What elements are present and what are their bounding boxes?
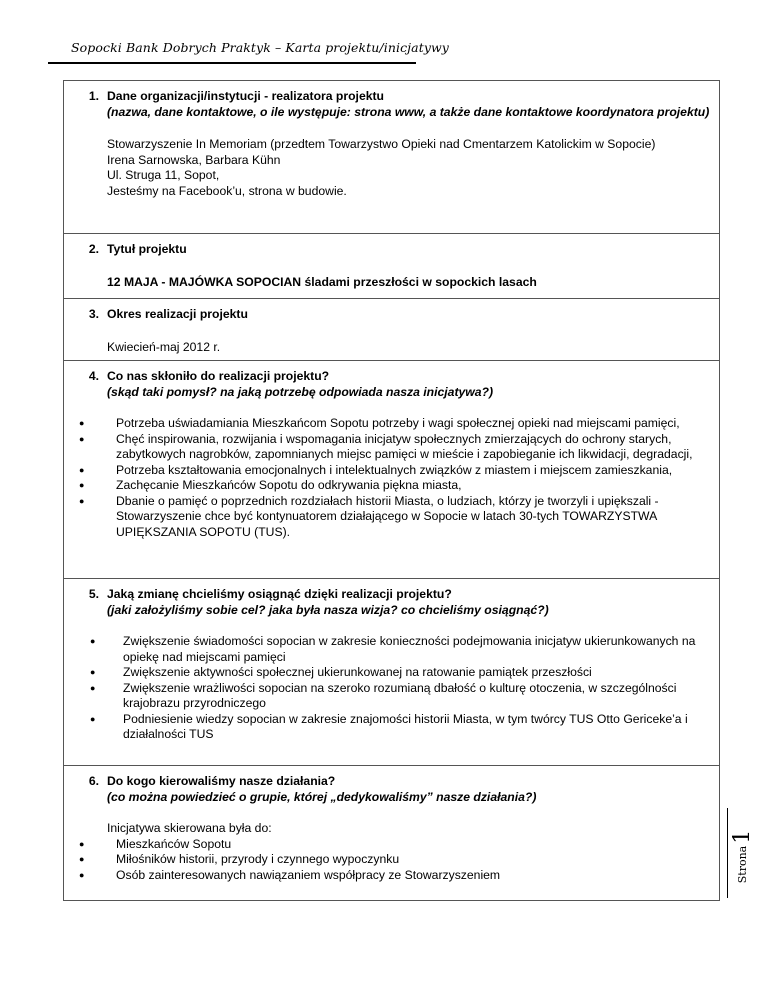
section-project-period [63,299,720,361]
section-number: 2. [88,242,99,256]
motivation-list [64,416,711,540]
audience-intro: Inicjatywa skierowana była do: [107,821,272,835]
section-subtitle: (nazwa, dane kontaktowe, o ile występuje: strona www, a także dane kontaktowe koordynatora projektu) [107,104,710,119]
project-card-table [63,80,720,901]
bullet-icon: ● [90,636,96,646]
web-presence: Jesteśmy na Facebook’u, strona w budowie. [107,183,347,198]
section-number: 4. [88,369,99,383]
list-item: ● Osób zainteresowanych nawiązaniem współpracy ze Stowarzyszeniem [79,867,501,882]
list-item: ● Zwiększenie wrażliwości sopocian na szeroko rozumianą dbałość o kulturę otoczenia, w szczególności krajobrazu przyrodniczego [90,680,677,710]
page-number [730,829,764,884]
section-audience [63,766,720,901]
list-item: ● Zachęcanie Mieszkańców Sopotu do odkrywania piękna miasta, [79,478,462,492]
organization-details [107,137,711,199]
section-number: 3. [88,307,99,321]
page-number-value: 1 [730,829,756,844]
section-subtitle: (jaki założyliśmy sobie cel? jaka była nasza wizja? co chcieliśmy osiągnąć?) [107,602,549,617]
section-subtitle: (skąd taki pomysł? na jaką potrzebę odpowiada nasza inicjatywa?) [107,384,494,399]
section-title: Co nas skłoniło do realizacji projektu? [107,369,330,383]
section-title: Do kogo kierowaliśmy nasze działania? [107,774,336,788]
bullet-icon: ● [79,480,85,490]
bullet-icon: ● [79,464,85,475]
address: Ul. Struga 11, Sopot, [107,168,220,182]
project-period-value: Kwiecień-maj 2012 r. [107,339,221,354]
list-item: ● Potrzeba uświadamiania Mieszkańcom Sopotu potrzeby i wagi społecznej opieki nad miejscami pamięci, [79,416,680,430]
bullet-icon: ● [79,838,85,849]
bullet-icon: ● [79,418,85,428]
section-project-title [63,234,720,299]
section-motivation [63,361,720,579]
bullet-icon: ● [90,682,96,693]
section-organization [63,81,720,234]
section-title: Dane organizacji/instytucji - realizatora projektu [107,89,384,103]
list-item: ● Potrzeba kształtowania emocjonalnych i intelektualnych związków z miastem i miejscem zamieszkania, [79,462,673,477]
list-item: ● Podniesienie wiedzy sopocian w zakresie znajomości historii Miasta, w tym twórcy TUS Otto Gericeke’a i działalności TUS [90,711,688,741]
list-item: ● Miłośników historii, przyrody i czynnego wypoczynku [79,852,400,866]
page-number-rule [727,808,728,898]
list-item: ● Zwiększenie aktywności społecznej ukierunkowanej na ratowanie pamiątek przeszłości [90,665,592,679]
section-number: 1. [88,89,99,103]
organization-name: Stowarzyszenie In Memoriam (przedtem Towarzystwo Opieki nad Cmentarzem Katolickim w Sopocie) [107,137,656,151]
audience-list [64,837,711,884]
bullet-icon: ● [79,433,85,444]
header-rule [48,62,416,64]
section-subtitle: (co można powiedzieć o grupie, której „dedykowaliśmy” nasze działania?) [107,789,537,804]
bullet-icon: ● [90,667,96,677]
project-title-value: 12 MAJA - MAJÓWKA SOPOCIAN śladami przeszłości w sopockich lasach [107,274,537,289]
section-title: Jaką zmianę chcieliśmy osiągnąć dzięki realizacji projektu? [107,587,452,601]
list-item: ● Mieszkańców Sopotu [79,836,232,851]
bullet-icon: ● [90,713,96,724]
list-item: ● Dbanie o pamięć o poprzednich rozdziałach historii Miasta, o ludziach, którzy je tworzyli i upiększali - Stowarzyszenie chce być kontynuatorem działającego w Sopocie w latach 30-tych TOWARZYSTWA UPIĘKSZANIA SOPOTU (TUS). [79,493,659,539]
document-header-title: Sopocki Bank Dobrych Praktyk – Karta projektu/inicjatywy [71,40,449,55]
page-label: Strona [736,845,750,884]
section-title: Tytuł projektu [107,242,187,256]
section-number: 5. [88,587,99,601]
bullet-icon: ● [79,495,85,506]
list-item: ● Chęć inspirowania, rozwijania i wspomagania inicjatyw społecznych zmierzających do ochrony starych, zabytkowych nagrobków, zapomnianych miejsc pamięci w mieście i zapobieganie ich likwidacji, degradacji, [79,431,693,461]
list-item: ● Zwiększenie świadomości sopocian w zakresie konieczności podejmowania inicjatyw ukierunkowanych na opiekę nad miejscami pamięci [90,634,696,664]
section-goal [63,579,720,766]
contact-persons: Irena Sarnowska, Barbara Kühn [107,152,281,167]
bullet-icon: ● [79,869,85,880]
section-number: 6. [88,774,99,788]
goal-list [64,634,711,743]
section-title: Okres realizacji projektu [107,307,248,321]
bullet-icon: ● [79,854,85,864]
